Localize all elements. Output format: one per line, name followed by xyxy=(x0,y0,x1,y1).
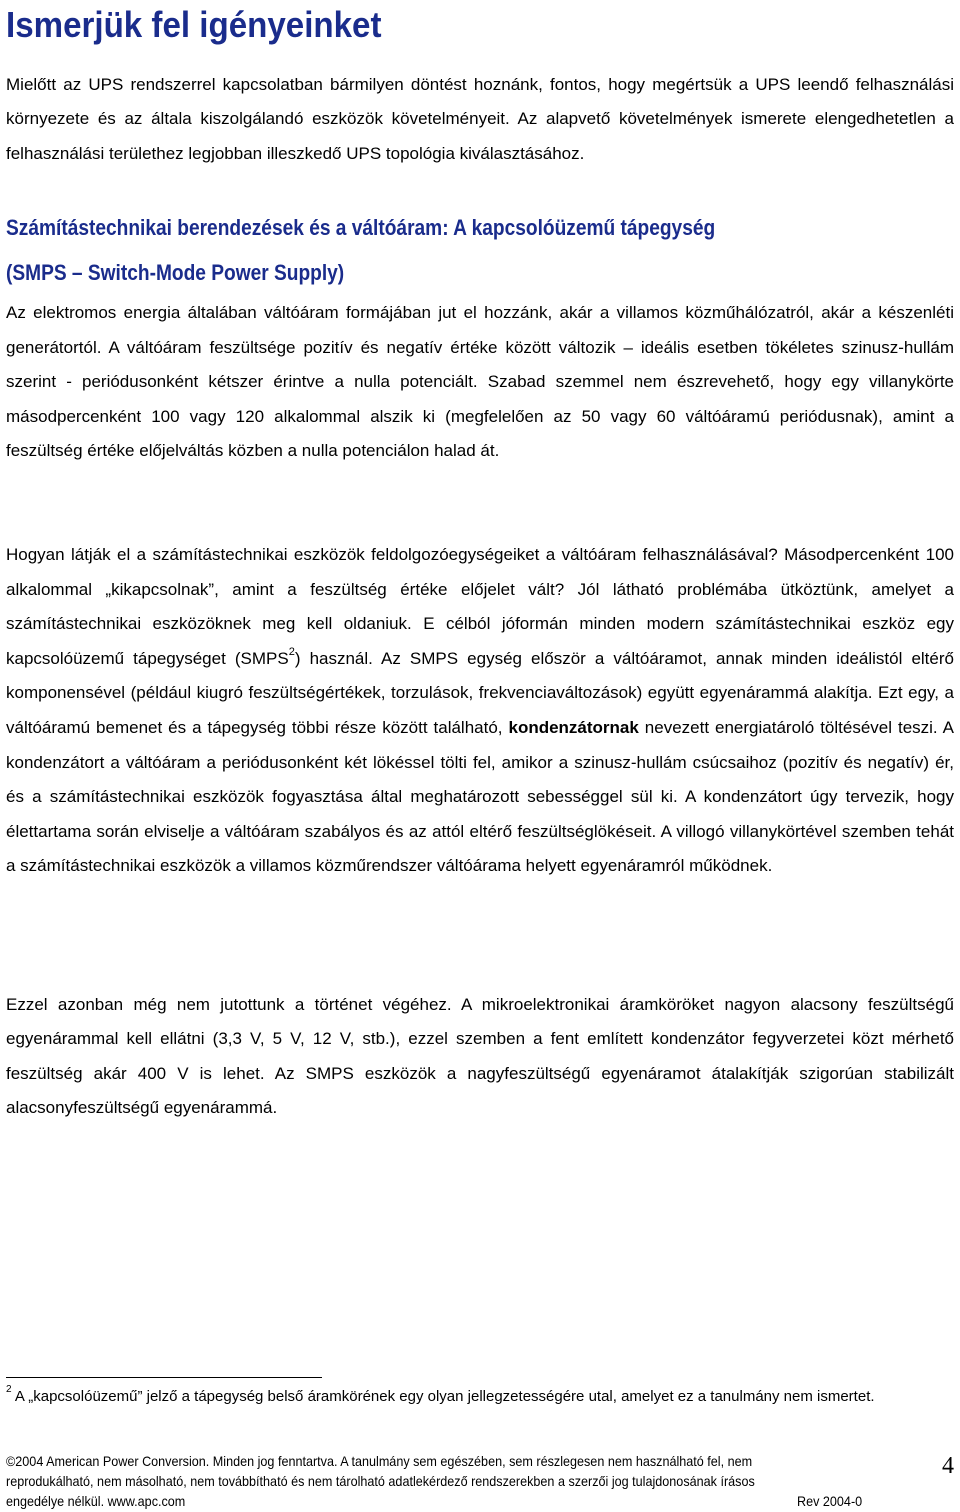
page-number: 4 xyxy=(942,1453,954,1479)
bold-term: kondenzátornak xyxy=(508,717,639,737)
footnote-divider xyxy=(6,1377,322,1378)
paragraph-2-text-a: Hogyan látják el a számítástechnikai eszközök feldolgozóegységeiket a váltóáram felhasználásával? Másodpercenként 100 alkalommal „kikapcsolnak”, amint a feszültség értéke előjelet vált? Jól látható problémába ütköztünk, amelyet a számítástechnikai eszközöknek meg kell oldaniuk. E célból jóformán minden modern számítástechnikai eszköz egy kapcsolóüzemű tápegységet (SMPS xyxy=(6,545,954,668)
section-heading-line-2: (SMPS – Switch-Mode Power Supply) xyxy=(6,260,345,285)
footnote-text: A „kapcsolóüzemű” jelző a tápegység belső áramkörének egy olyan jellegzetességére utal, amelyet ez a tanulmány nem ismertet. xyxy=(11,1388,875,1405)
footnote-number: 2 xyxy=(6,1384,12,1395)
copyright-icon: © xyxy=(6,1453,16,1469)
intro-paragraph: Mielőtt az UPS rendszerrel kapcsolatban bármilyen döntést hoznánk, fontos, hogy megértsük a UPS leendő felhasználási környezete és az általa kiszolgálandó eszközök követelményeit. Az alapvető követelmények ismerete elengedhetetlen a felhasználási területhez legjobban illeszkedő UPS topológia kiválasztásához. xyxy=(6,75,954,163)
section-heading-line-1: Számítástechnikai berendezések és a váltóáram: A kapcsolóüzemű tápegység xyxy=(6,215,716,240)
body-paragraph-2 xyxy=(6,538,954,884)
body-paragraph-3: Ezzel azonban még nem jutottunk a történet végéhez. A mikroelektronikai áramköröket nagyon alacsony feszültségű egyenárammal kell ellátni (3,3 V, 5 V, 12 V, stb.), ezzel szemben a fent említett kondenzátor fegyverzetei közt mérhető feszültség akár 400 V is lehet. Az SMPS eszközök a nagyfeszültségű egyenáramot átalakítják szigorúan stabilizált alacsonyfeszültségű egyenárammá. xyxy=(6,995,954,1118)
page-title: Ismerjük fel igényeinket xyxy=(6,4,382,45)
copyright-text: 2004 American Power Conversion. Minden jog fenntartva. A tanulmány sem egészében, sem részlegesen nem használható fel, nem reprodukálható, nem másolható, nem továbbítható és nem tárolható adatlekérdező rendszerekben a szerzői jog tulajdonosának írásos engedélye nélkül. www.apc.com xyxy=(6,1453,755,1509)
paragraph-2-text-c: nevezett energiatároló töltésével teszi. A kondenzátort a váltóáram a periódusonként két lökéssel tölti fel, amikor a szinusz-hullám csúcsaihoz (pozitív és negatív) ér, és a számítástechnikai eszközök fogyasztása által meghatározott sebességgel sül ki. A kondenzátort úgy tervezik, hogy élettartama során elviselje a váltóáram szabályos és az attól eltérő feszültséglökéseit. A villogó villanykörtével szemben tehát a számítástechnikai eszközök a villamos közműrendszer váltóárama helyett egyenáramról működnek. xyxy=(6,717,955,876)
body-paragraph-1: Az elektromos energia általában váltóáram formájában jut el hozzánk, akár a villamos közműhálózatról, akár a készenléti generátortól. A váltóáram feszültsége pozitív és negatív értéke között változik – ideális esetben tökéletes szinusz-hullám szerint - periódusonként kétszer érintve a nulla potenciált. Szabad szemmel nem észrevehető, hogy egy villanykörte másodpercenként 100 vagy 120 alkalommal alszik ki (megfelelően az 50 vagy 60 váltóáramú periódusnak), amint a feszültség értéke előjelváltás közben a nulla potenciálon halad át. xyxy=(6,303,954,461)
revision-label: Rev 2004-0 xyxy=(797,1493,863,1509)
copyright-notice xyxy=(6,1451,807,1511)
footnote xyxy=(6,1386,956,1408)
paragraph-2-text-b: ) használ. Az SMPS egység először a váltóáramot, annak minden ideálistól eltérő komponensével (például kiugró feszültségértékek, torzulások, frekvenciaváltozások) együtt egyenárammá alakítja. Ezt egy, a váltóáramú bemenet és a tápegység többi része között található, xyxy=(6,648,954,737)
footnote-reference: 2 xyxy=(288,646,295,659)
